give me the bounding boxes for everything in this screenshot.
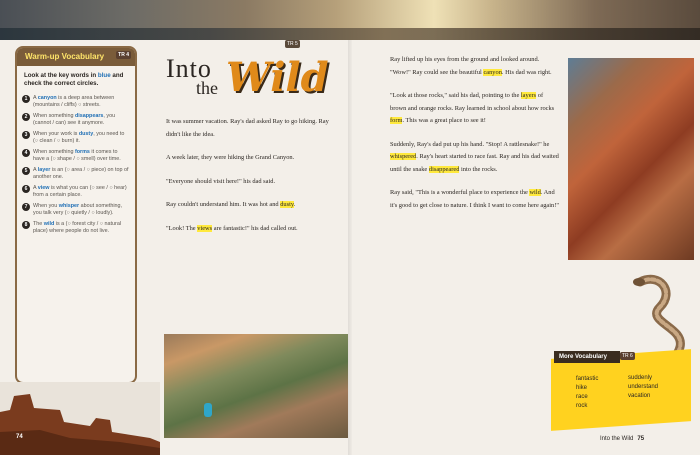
story-title-into: Into — [166, 54, 212, 83]
warmup-vocabulary-title: Warm-up Vocabulary — [25, 52, 105, 61]
more-vocabulary-word: rock — [576, 403, 588, 409]
audio-track-icon[interactable]: TR 5 — [287, 41, 298, 47]
warmup-vocabulary-header — [17, 48, 135, 66]
story-paragraph — [390, 139, 560, 177]
item-number-badge: 1 — [22, 95, 30, 103]
item-number-badge: 8 — [22, 221, 30, 229]
story-paragraph — [166, 116, 331, 141]
vocabulary-item — [22, 221, 129, 235]
vocabulary-item — [22, 131, 129, 145]
page-number-right: 75 — [637, 436, 645, 442]
audio-track-icon[interactable]: TR 6 — [622, 353, 633, 359]
warmup-vocabulary-box — [15, 46, 137, 384]
vocabulary-text: When you — [33, 203, 59, 209]
key-word: dusty — [78, 131, 94, 137]
story-text: Ray said, "This is a wonderful place to experience the — [390, 189, 530, 196]
story-column-right — [390, 54, 560, 223]
highlighted-vocabulary-word: form — [390, 117, 403, 124]
key-word: forms — [74, 149, 90, 155]
canyon-top-photo — [0, 0, 700, 40]
more-vocabulary-header: More Vocabulary — [554, 351, 620, 363]
more-vocabulary-word: vacation — [628, 393, 651, 399]
story-text: "Look at those rocks," said his dad, pointing to the — [390, 92, 521, 99]
vocabulary-text: is an (○ area / ○ piece) on top of another one. — [33, 167, 129, 180]
vocabulary-text: When your work is — [33, 131, 79, 137]
story-text: Ray couldn't understand him. It was hot and — [166, 201, 281, 208]
item-number-badge: 3 — [22, 131, 30, 139]
story-paragraph — [166, 176, 331, 189]
key-word: disappears — [74, 113, 104, 119]
story-text: . — [293, 201, 296, 208]
story-text: . His dad was right. — [501, 68, 552, 76]
vocabulary-text: about something, you talk very (○ quietly / ○ loudly). — [33, 203, 123, 216]
story-text: "Everyone should visit here!" his dad said. — [166, 177, 276, 185]
more-vocabulary-word: suddenly — [628, 375, 653, 381]
hiker-figure — [204, 403, 212, 417]
footer-story-title: Into the Wild — [600, 436, 634, 442]
story-title-the: the — [196, 78, 218, 98]
canyon-cliff-photo — [568, 58, 694, 260]
more-vocabulary-list-left — [576, 375, 598, 411]
key-word: view — [37, 185, 50, 191]
highlighted-vocabulary-word: views — [197, 224, 213, 232]
more-vocabulary-list-right — [628, 374, 658, 401]
highlighted-vocabulary-word: wild — [529, 189, 541, 196]
item-number-badge: 7 — [22, 203, 30, 211]
vocabulary-text: A — [33, 95, 38, 101]
highlighted-vocabulary-word: disappeared — [428, 165, 460, 173]
canyon-trail-photo — [164, 334, 348, 438]
page-footer-right — [600, 436, 644, 442]
story-text: Ray lifted up his eyes from the ground and looked around. "Wow!" Ray could see the beautiful — [390, 56, 540, 76]
highlighted-vocabulary-word: dusty — [280, 201, 294, 208]
more-vocabulary-word: understand — [628, 384, 659, 390]
story-paragraph — [166, 223, 331, 236]
more-vocabulary-word: fantastic — [576, 376, 599, 382]
vocabulary-text: When something — [33, 113, 75, 119]
item-number-badge: 6 — [22, 185, 30, 193]
page-spine — [348, 40, 352, 455]
story-text: into the rocks. — [459, 165, 498, 173]
audio-track-icon[interactable]: TR 4 — [118, 52, 129, 58]
story-paragraph — [390, 90, 560, 128]
story-text: of brown and orange rocks. Ray learned in school about how rocks — [390, 92, 555, 112]
story-text: It was summer vacation. Ray's dad asked Ray to go hiking. Ray didn't like the idea. — [166, 118, 329, 138]
highlighted-vocabulary-word: canyon — [483, 68, 502, 76]
story-text: are fantastic!" his dad called out. — [212, 224, 298, 232]
key-word: whisper — [58, 203, 80, 209]
story-text: "Look! The — [166, 224, 198, 232]
vocabulary-text: A — [33, 185, 38, 191]
vocabulary-text: A — [33, 167, 38, 173]
item-number-badge: 5 — [22, 167, 30, 175]
vocabulary-item — [22, 203, 129, 217]
vocabulary-text: is what you can (○ see / ○ hear) from a certain place. — [33, 185, 127, 198]
item-number-badge: 2 — [22, 113, 30, 121]
highlighted-vocabulary-word: whispered — [390, 153, 417, 160]
story-title-wild: Wild — [226, 54, 329, 101]
vocabulary-item — [22, 95, 129, 109]
key-word: canyon — [37, 95, 57, 101]
vocabulary-text: , you (cannot / can) see it anymore. — [33, 113, 116, 126]
vocabulary-text: , you need to (○ clean / ○ burn) it. — [33, 131, 125, 144]
vocabulary-text: The — [33, 221, 44, 227]
vocabulary-text: it comes to have a (○ shape / ○ smell) over time. — [33, 149, 121, 162]
story-paragraph — [390, 54, 560, 79]
story-paragraph — [390, 187, 560, 212]
rock-formation-image — [0, 382, 160, 455]
key-word: layer — [37, 167, 51, 173]
more-vocabulary-word: race — [576, 394, 588, 400]
story-column-left — [166, 116, 331, 246]
warmup-vocabulary-instructions: Look at the key words in blue and check the correct circles. — [24, 72, 124, 87]
vocabulary-item — [22, 149, 129, 163]
vocabulary-item — [22, 185, 129, 199]
vocabulary-item — [22, 167, 129, 181]
vocabulary-text: is a (○ forest city / ○ natural place) where people do not live. — [33, 221, 122, 234]
story-text: . Ray's heart started to race fast. Ray and his dad waited until the snake — [390, 153, 559, 173]
story-text: A week later, they were hiking the Grand Canyon. — [166, 154, 295, 161]
vocabulary-item — [22, 113, 129, 127]
key-word: wild — [43, 221, 55, 227]
page-number-left: 74 — [16, 434, 23, 440]
highlighted-vocabulary-word: layers — [520, 92, 537, 99]
vocabulary-text: When something — [33, 149, 75, 155]
more-vocabulary-word: hike — [576, 385, 588, 391]
item-number-badge: 4 — [22, 149, 30, 157]
story-text: . And it's good to get close to nature. I think I want to come here again!" — [390, 189, 559, 209]
warmup-vocabulary-list — [17, 95, 135, 235]
story-paragraph — [166, 199, 331, 212]
story-text: Suddenly, Ray's dad put up his hand. "Stop! A rattlesnake!" he — [390, 140, 550, 148]
story-paragraph — [166, 152, 331, 165]
vocabulary-text: is a deep area between (mountains / cliffs) ○ streets. — [33, 95, 115, 108]
story-text: . This was a great place to see it! — [402, 117, 486, 124]
